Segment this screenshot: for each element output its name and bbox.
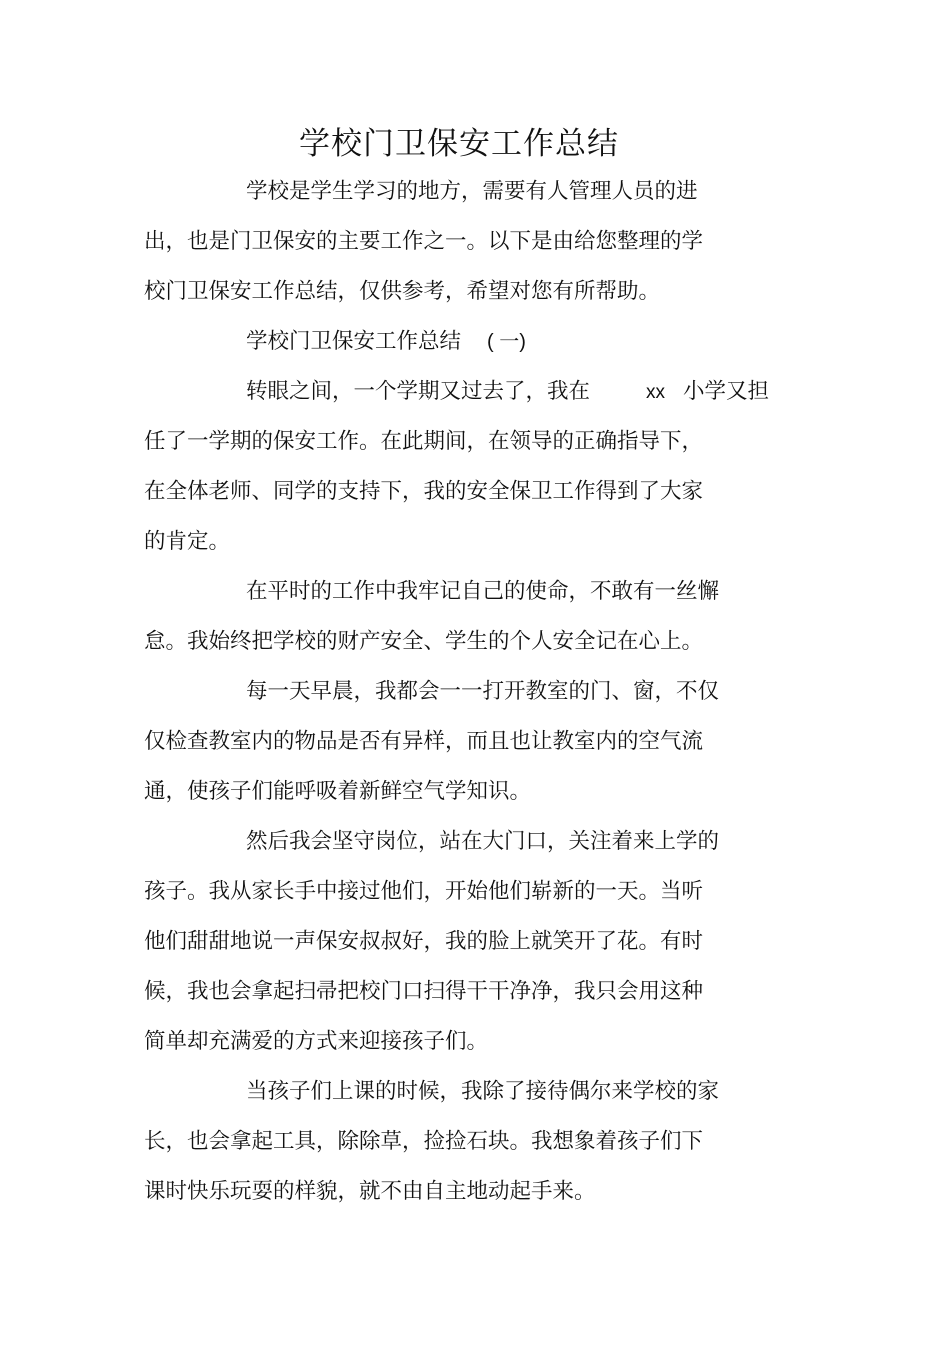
section-heading-marker: ( 一) (487, 331, 526, 353)
p1-line-3: 在全体老师、同学的支持下，我的安全保卫工作得到了大家 (144, 479, 704, 504)
p1-line-2: 任了一学期的保安工作。在此期间，在领导的正确指导下， (144, 429, 704, 454)
p1-line-1-before: 转眼之间，一个学期又过去了，我在 (246, 379, 591, 404)
p2-line-1: 在平时的工作中我牢记自己的使命，不敢有一丝懈 (246, 579, 720, 604)
p4-line-3: 他们甜甜地说一声保安叔叔好，我的脸上就笑开了花。有时 (144, 929, 704, 954)
p4-line-1: 然后我会坚守岗位，站在大门口，关注着来上学的 (246, 829, 720, 854)
p2-line-2: 怠。我始终把学校的财产安全、学生的个人安全记在心上。 (144, 629, 704, 654)
p3-line-1: 每一天早晨，我都会一一打开教室的门、窗，不仅 (246, 679, 720, 704)
p3-line-2: 仅检查教室内的物品是否有异样，而且也让教室内的空气流 (144, 729, 704, 754)
p1-line-4: 的肯定。 (144, 529, 231, 554)
document-title: 学校门卫保安工作总结 (299, 126, 619, 162)
p5-line-3: 课时快乐玩耍的样貌，就不由自主地动起手来。 (144, 1179, 596, 1204)
section-heading (246, 327, 526, 357)
p5-line-2: 长，也会拿起工具，除除草，捡捡石块。我想象着孩子们下 (144, 1129, 704, 1154)
p4-line-5: 简单却充满爱的方式来迎接孩子们。 (144, 1029, 489, 1054)
p1-line-1 (246, 377, 769, 408)
intro-line-1: 学校是学生学习的地方，需要有人管理人员的进 (246, 179, 698, 204)
p3-line-3: 通，使孩子们能呼吸着新鲜空气学知识。 (144, 779, 532, 804)
intro-line-3: 校门卫保安工作总结，仅供参考，希望对您有所帮助。 (144, 279, 661, 304)
p1-line-1-after: 小学又担 (683, 379, 770, 404)
p5-line-1: 当孩子们上课的时候，我除了接待偶尔来学校的家 (246, 1079, 720, 1104)
intro-line-2: 出，也是门卫保安的主要工作之一。以下是由给您整理的学 (144, 229, 704, 254)
p4-line-2: 孩子。我从家长手中接过他们，开始他们崭新的一天。当听 (144, 879, 704, 904)
section-heading-text: 学校门卫保安工作总结 (246, 329, 462, 354)
p1-line-1-code: xx (646, 382, 666, 403)
p4-line-4: 候，我也会拿起扫帚把校门口扫得干干净净，我只会用这种 (144, 979, 704, 1004)
